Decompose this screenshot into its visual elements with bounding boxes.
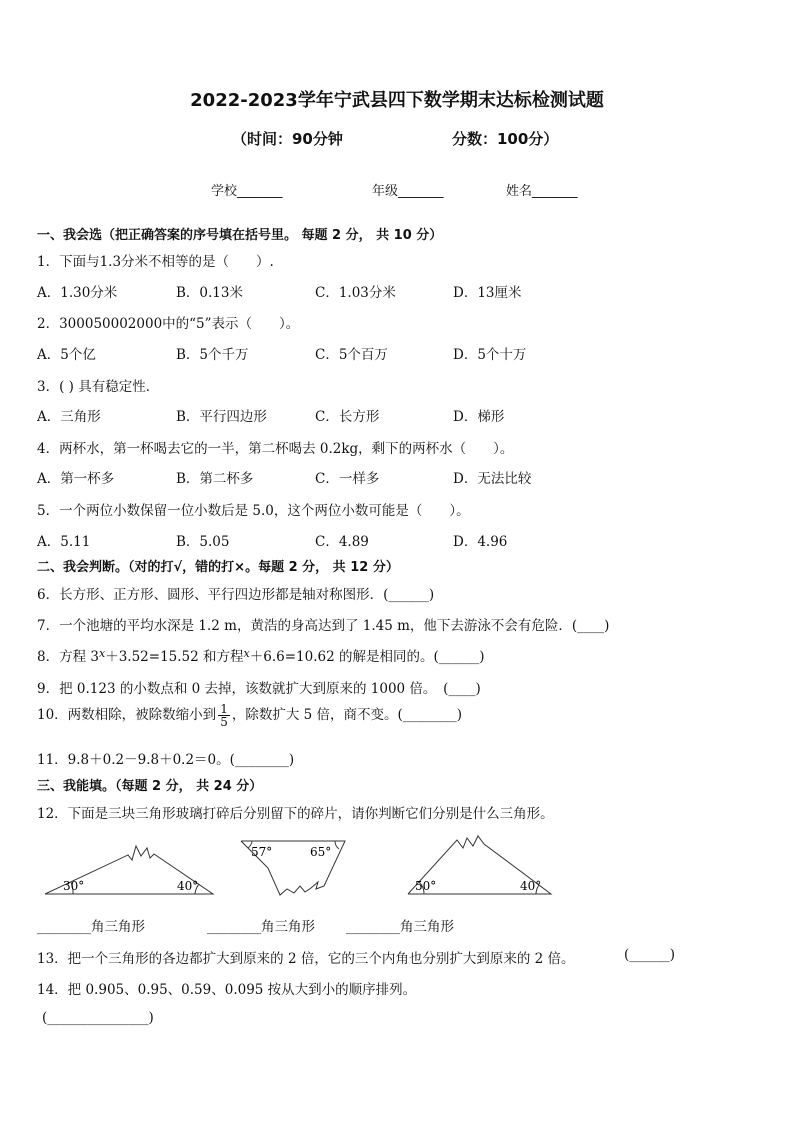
q10-stem	[37, 703, 462, 728]
q11-stem: 11．9.8＋0.2－9.8＋0.2＝0。(________)	[37, 752, 295, 768]
q2-option-d[interactable]: D．5个十万	[453, 347, 527, 363]
q8-text-a: 8．方程 3	[37, 649, 99, 665]
exam-title: 2022-2023学年宁武县四下数学期末达标检测试题	[190, 90, 604, 111]
q4-option-d[interactable]: D．无法比较	[453, 471, 532, 487]
q5-option-d[interactable]: D．4.96	[453, 534, 508, 550]
q8-variable-x-1: x	[98, 647, 106, 660]
q12-answer-2[interactable]: ________角三角形	[207, 919, 315, 935]
q5-option-b[interactable]: B．5.05	[176, 534, 230, 550]
q3-stem: 3．( ) 具有稳定性．	[37, 379, 160, 395]
angle-label-40: 40°	[177, 879, 199, 893]
exam-score: 分数：100分）	[452, 130, 559, 148]
q3-option-d[interactable]: D．梯形	[453, 409, 505, 425]
q2-stem: 2．300050002000中的“5”表示（ ）。	[37, 316, 300, 332]
q12-answer-1[interactable]: ________角三角形	[37, 919, 145, 935]
q1-option-b[interactable]: B．0.13米	[176, 285, 243, 301]
q2-option-c[interactable]: C．5个百万	[315, 347, 388, 363]
q12-stem: 12．下面是三块三角形玻璃打碎后分别留下的碎片，请你判断它们分别是什么三角形。	[37, 806, 554, 822]
grade-field[interactable]: 年级_______	[372, 184, 444, 199]
angle-label-57: 57°	[251, 845, 273, 859]
angle-label-50: 50°	[415, 879, 437, 893]
exam-time: （时间：90分钟	[232, 130, 343, 148]
q12-answer-3[interactable]: ________角三角形	[346, 919, 454, 935]
q3-option-b[interactable]: B．平行四边形	[176, 409, 267, 425]
q4-stem: 4．两杯水，第一杯喝去它的一半，第二杯喝去 0.2kg，剩下的两杯水（ ）。	[37, 441, 514, 457]
q10-fraction-numerator: 1	[220, 702, 228, 716]
q14-stem: 14．把 0.905、0.95、0.59、0.095 按从大到小的顺序排列。	[37, 982, 417, 998]
q6-stem: 6．长方形、正方形、圆形、平行四边形都是轴对称图形．(______)	[37, 587, 435, 603]
q1-option-c[interactable]: C．1.03分米	[315, 285, 396, 301]
q4-option-a[interactable]: A．第一杯多	[37, 471, 115, 487]
section-1-heading: 一、我会选（把正确答案的序号填在括号里。 每题 2 分， 共 10 分）	[37, 228, 443, 243]
q10-text-a: 10．两数相除，被除数缩小到	[37, 707, 217, 723]
q8-text-c: ＋6.6=10.62 的解是相同的。(______)	[249, 649, 485, 665]
q10-fraction-denominator: 5	[220, 715, 228, 729]
triangle-fragments-figure	[0, 830, 794, 910]
q7-stem: 7．一个池塘的平均水深是 1.2 m，黄浩的身高达到了 1.45 m，他下去游泳不会有危险．(____)	[37, 618, 610, 634]
q2-option-b[interactable]: B．5个千万	[176, 347, 249, 363]
q3-option-c[interactable]: C．长方形	[315, 409, 380, 425]
q8-stem	[37, 645, 485, 665]
q9-stem: 9．把 0.123 的小数点和 0 去掉，该数就扩大到原来的 1000 倍。 (____)	[37, 681, 481, 697]
q10-fraction	[218, 703, 230, 728]
q13-stem: 13．把一个三角形的各边都扩大到原来的 2 倍，它的三个内角也分别扩大到原来的 2 倍。	[37, 951, 575, 967]
q1-option-d[interactable]: D．13厘米	[453, 285, 522, 301]
q5-option-c[interactable]: C．4.89	[315, 534, 369, 550]
angle-label-40-b: 40°	[520, 879, 542, 893]
q5-stem: 5．一个两位小数保留一位小数后是 5.0，这个两位小数可能是（ ）。	[37, 503, 470, 519]
section-2-heading: 二、我会判断。（对的打√，错的打×。每题 2 分， 共 12 分）	[37, 560, 399, 575]
q2-option-a[interactable]: A．5个亿	[37, 347, 96, 363]
q8-text-b: ＋3.52=15.52 和方程	[105, 649, 244, 665]
section-3-heading: 三、我能填。（每题 2 分， 共 24 分）	[37, 779, 263, 794]
school-field[interactable]: 学校_______	[211, 184, 283, 199]
q3-option-a[interactable]: A．三角形	[37, 409, 101, 425]
angle-label-65: 65°	[310, 845, 332, 859]
q4-option-b[interactable]: B．第二杯多	[176, 471, 254, 487]
q1-stem: 1．下面与1.3分米不相等的是（ ）.	[37, 254, 274, 270]
q13-answer-blank[interactable]: (______)	[624, 947, 676, 963]
angle-label-30: 30°	[63, 879, 85, 893]
q14-answer-blank[interactable]: (_______________)	[42, 1010, 154, 1026]
q5-option-a[interactable]: A．5.11	[37, 534, 91, 550]
name-field[interactable]: 姓名_______	[506, 184, 578, 199]
q1-option-a[interactable]: A．1.30分米	[37, 285, 118, 301]
q4-option-c[interactable]: C．一样多	[315, 471, 380, 487]
q8-variable-x-2: x	[243, 647, 250, 660]
q10-text-b: ，除数扩大 5 倍，商不变。(________)	[231, 707, 463, 723]
